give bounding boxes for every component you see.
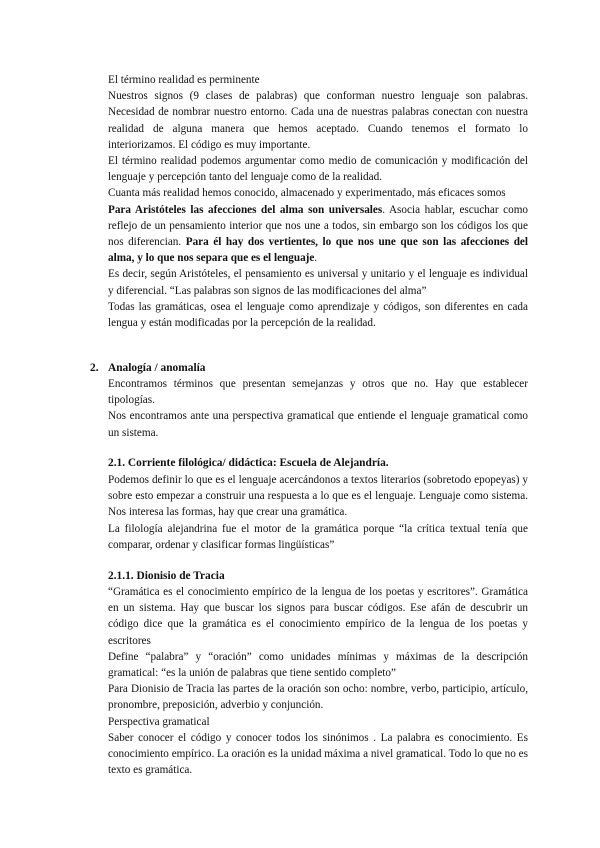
bold-text: Para Aristóteles las afecciones del alma son universales — [108, 203, 383, 216]
paragraph: Nuestros signos (9 clases de palabras) que conforman nuestro lenguaje son palabras. Necesidad de nombrar nuestro entorno. Cada una de nuestras palabras conectan con nuestra realidad de alguna manera que hemos aceptado. Cuando tenemos el formato lo interiorizamos. El código es muy importante. — [108, 90, 528, 151]
paragraph: Saber conocer el código y conocer todos los sinónimos . La palabra es conocimiento. Es conocimiento empírico. La oración es la unidad máxima a nivel gramatical. Todo lo que no es texto es gramática. — [108, 731, 528, 777]
section-heading: Analogía / anomalía — [108, 362, 206, 374]
subsection-heading: 2.1.1. Dionisio de Tracia — [108, 570, 225, 582]
paragraph: Cuanta más realidad hemos conocido, almacenado y experimentado, más eficaces somos — [108, 187, 506, 200]
text: . — [314, 252, 318, 265]
text: . Asocia hablar, escuchar como reflejo de un pensamiento interior que nos une a todos, sin embargo son los códigos los que nos diferencian. — [108, 203, 528, 249]
paragraph: “Gramática es el conocimiento empírico de la lengua de los poetas y escritores”. Gramática en un sistema. Hay que buscar los signos para buscar códigos. Ese afán de descubrir un código dice que la gramática es el conocimiento empírico de la lengua de los poetas y escritores — [108, 586, 528, 647]
section-2-1-body — [108, 472, 528, 553]
paragraph: Encontramos términos que presentan semejanzas y otros que no. Hay que establecer tipologías. — [108, 378, 528, 407]
subsection-heading: 2.1. Corriente filológica/ didáctica: Escuela de Alejandría. — [108, 457, 389, 469]
paragraph: El término realidad podemos argumentar como medio de comunicación y modificación del lenguaje y percepción tanto del lenguaje como de la realidad. — [108, 155, 528, 184]
paragraph: El término realidad es perminente — [108, 74, 260, 86]
section-number: 2. — [90, 362, 99, 374]
section-2-body — [108, 376, 528, 441]
paragraph: Perspectiva gramatical — [108, 715, 210, 728]
paragraph: Define “palabra” y “oración” como unidades mínimas y máximas de la descripción gramatical: “es la unión de palabras que tiene sentido completo” — [108, 650, 528, 680]
paragraph: Nos encontramos ante una perspectiva gramatical que entiende el lenguaje gramatical como un sistema. — [108, 410, 528, 439]
paragraph: Todas las gramáticas, osea el lenguaje como aprendizaje y códigos, son diferentes en cada lengua y están modificadas por la percepción de la realidad. — [108, 300, 528, 330]
bold-text: Para él hay dos vertientes, lo que nos une que son las afecciones del alma, y lo que nos separa que es el lenguaje — [108, 236, 528, 265]
paragraph: Podemos definir lo que es el lenguaje acercándonos a textos literarios (sobretodo epopeyas) y sobre esto empezar a construir una respuesta a lo que es el lenguaje. Lenguaje como sistema. Nos interesa las formas, hay que crear una gramática. — [108, 474, 528, 519]
paragraph: Para Dionisio de Tracia las partes de la oración son ocho: nombre, verbo, participio, artículo, pronombre, preposición, adverbio y conjunción. — [108, 683, 528, 712]
paragraph: La filología alejandrina fue el motor de la gramática porque “la crítica textual tenía que comparar, ordenar y clasificar formas lingüísticas” — [108, 522, 528, 551]
intro-section — [108, 72, 528, 331]
paragraph: Es decir, según Aristóteles, el pensamiento es universal y unitario y el lenguaje es individual y diferencial. “Las palabras son signos de las modificaciones del alma” — [108, 268, 528, 297]
paragraph-aristoteles — [108, 202, 528, 267]
section-2-1-1-body — [108, 584, 528, 778]
